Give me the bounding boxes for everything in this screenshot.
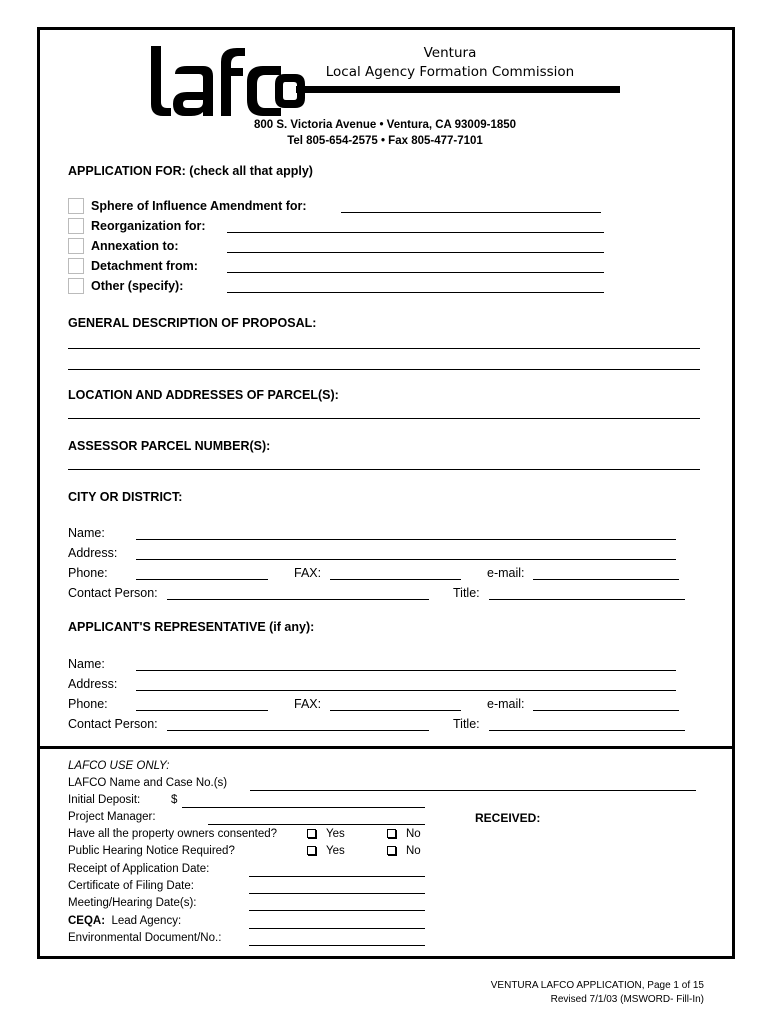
env-doc-field[interactable] <box>249 932 425 946</box>
location-line[interactable] <box>68 418 700 419</box>
case-no-field[interactable] <box>250 777 696 791</box>
certificate-date-label: Certificate of Filing Date: <box>68 880 194 892</box>
rep-email-label: e-mail: <box>487 697 525 711</box>
city-fax-field[interactable] <box>330 566 461 580</box>
owners-yes-option[interactable] <box>307 828 345 840</box>
checkbox-icon[interactable] <box>307 829 316 838</box>
city-contact-label: Contact Person: <box>68 586 158 600</box>
project-manager-label: Project Manager: <box>68 811 156 823</box>
owners-consented-label: Have all the property owners consented? <box>68 828 278 840</box>
footer-page-info: VENTURA LAFCO APPLICATION, Page 1 of 15 <box>490 980 704 991</box>
other-field[interactable] <box>227 279 604 293</box>
rep-email-field[interactable] <box>533 697 679 711</box>
description-line-2[interactable] <box>68 369 700 370</box>
org-address <box>0 117 770 149</box>
rep-name-field[interactable] <box>136 657 676 671</box>
checkbox-icon[interactable] <box>387 846 396 855</box>
other-label: Other (specify): <box>91 279 184 293</box>
apn-line[interactable] <box>68 469 700 470</box>
rep-title-label: Title: <box>453 717 480 731</box>
sphere-checkbox[interactable] <box>68 198 84 214</box>
city-title-field[interactable] <box>489 586 685 600</box>
apn-heading: ASSESSOR PARCEL NUMBER(S): <box>68 439 271 453</box>
city-phone-field[interactable] <box>136 566 268 580</box>
hearing-no-option[interactable] <box>387 845 421 857</box>
annexation-field[interactable] <box>227 239 604 253</box>
env-doc-label: Environmental Document/No.: <box>68 932 222 944</box>
rep-contact-label: Contact Person: <box>68 717 158 731</box>
rep-name-label: Name: <box>68 657 105 671</box>
detachment-checkbox[interactable] <box>68 258 84 274</box>
received-label: RECEIVED: <box>475 811 541 825</box>
owners-no-label: No <box>406 828 421 840</box>
general-description-heading: GENERAL DESCRIPTION OF PROPOSAL: <box>68 316 317 330</box>
org-name-line1: Ventura <box>423 45 477 61</box>
phone-fax: Tel 805-654-2575 • Fax 805-477-7101 <box>287 135 483 147</box>
initial-deposit-label: Initial Deposit: <box>68 794 141 806</box>
location-heading: LOCATION AND ADDRESSES OF PARCEL(S): <box>68 388 339 402</box>
sphere-field[interactable] <box>341 199 601 213</box>
detachment-label: Detachment from: <box>91 259 198 273</box>
rep-fax-label: FAX: <box>294 697 322 711</box>
checkbox-icon[interactable] <box>307 846 316 855</box>
rep-phone-label: Phone: <box>68 697 108 711</box>
org-name-line2: Local Agency Formation Commission <box>325 64 575 80</box>
meeting-date-field[interactable] <box>249 897 425 911</box>
sphere-label: Sphere of Influence Amendment for: <box>91 199 307 213</box>
lead-agency-field[interactable] <box>249 915 425 929</box>
dollar-sign: $ <box>171 794 178 806</box>
annexation-label: Annexation to: <box>91 239 179 253</box>
certificate-date-field[interactable] <box>249 880 425 894</box>
annexation-checkbox[interactable] <box>68 238 84 254</box>
ceqa-row <box>68 915 181 927</box>
hearing-yes-label: Yes <box>326 845 345 857</box>
owners-no-option[interactable] <box>387 828 421 840</box>
rep-address-label: Address: <box>68 677 118 691</box>
ceqa-label: CEQA: <box>68 915 106 927</box>
rep-contact-field[interactable] <box>167 717 429 731</box>
receipt-date-label: Receipt of Application Date: <box>68 863 210 875</box>
rep-phone-field[interactable] <box>136 697 268 711</box>
rep-fax-field[interactable] <box>330 697 461 711</box>
application-for-heading: APPLICATION FOR: (check all that apply) <box>68 164 313 178</box>
rep-title-field[interactable] <box>489 717 685 731</box>
page-footer <box>491 979 704 1007</box>
description-line-1[interactable] <box>68 348 700 349</box>
initial-deposit-field[interactable] <box>182 794 425 808</box>
footer-revision: Revised 7/1/03 (MSWORD- Fill-In) <box>550 994 704 1005</box>
city-address-label: Address: <box>68 546 118 560</box>
city-district-heading: CITY OR DISTRICT: <box>68 490 183 504</box>
city-name-label: Name: <box>68 526 105 540</box>
checkbox-icon[interactable] <box>387 829 396 838</box>
street-address: 800 S. Victoria Avenue • Ventura, CA 93009-1850 <box>253 119 517 131</box>
meeting-date-label: Meeting/Hearing Date(s): <box>68 897 197 909</box>
lafco-use-heading: LAFCO USE ONLY: <box>68 760 170 772</box>
hearing-yes-option[interactable] <box>307 845 345 857</box>
owners-yes-label: Yes <box>326 828 345 840</box>
city-title-label: Title: <box>453 586 480 600</box>
logo-underline <box>296 86 620 93</box>
representative-heading: APPLICANT'S REPRESENTATIVE (if any): <box>68 620 315 634</box>
city-contact-field[interactable] <box>167 586 429 600</box>
rep-address-field[interactable] <box>136 677 676 691</box>
section-divider <box>37 746 735 749</box>
case-no-label: LAFCO Name and Case No.(s) <box>68 777 228 789</box>
reorganization-label: Reorganization for: <box>91 219 206 233</box>
detachment-field[interactable] <box>227 259 604 273</box>
lead-agency-label: Lead Agency: <box>111 915 182 927</box>
hearing-no-label: No <box>406 845 421 857</box>
org-name <box>300 44 600 82</box>
city-email-field[interactable] <box>533 566 679 580</box>
city-fax-label: FAX: <box>294 566 322 580</box>
city-phone-label: Phone: <box>68 566 108 580</box>
reorganization-checkbox[interactable] <box>68 218 84 234</box>
city-email-label: e-mail: <box>487 566 525 580</box>
reorganization-field[interactable] <box>227 219 604 233</box>
city-name-field[interactable] <box>136 526 676 540</box>
city-address-field[interactable] <box>136 546 676 560</box>
public-hearing-label: Public Hearing Notice Required? <box>68 845 235 857</box>
receipt-date-field[interactable] <box>249 863 425 877</box>
project-manager-field[interactable] <box>208 811 425 825</box>
other-checkbox[interactable] <box>68 278 84 294</box>
